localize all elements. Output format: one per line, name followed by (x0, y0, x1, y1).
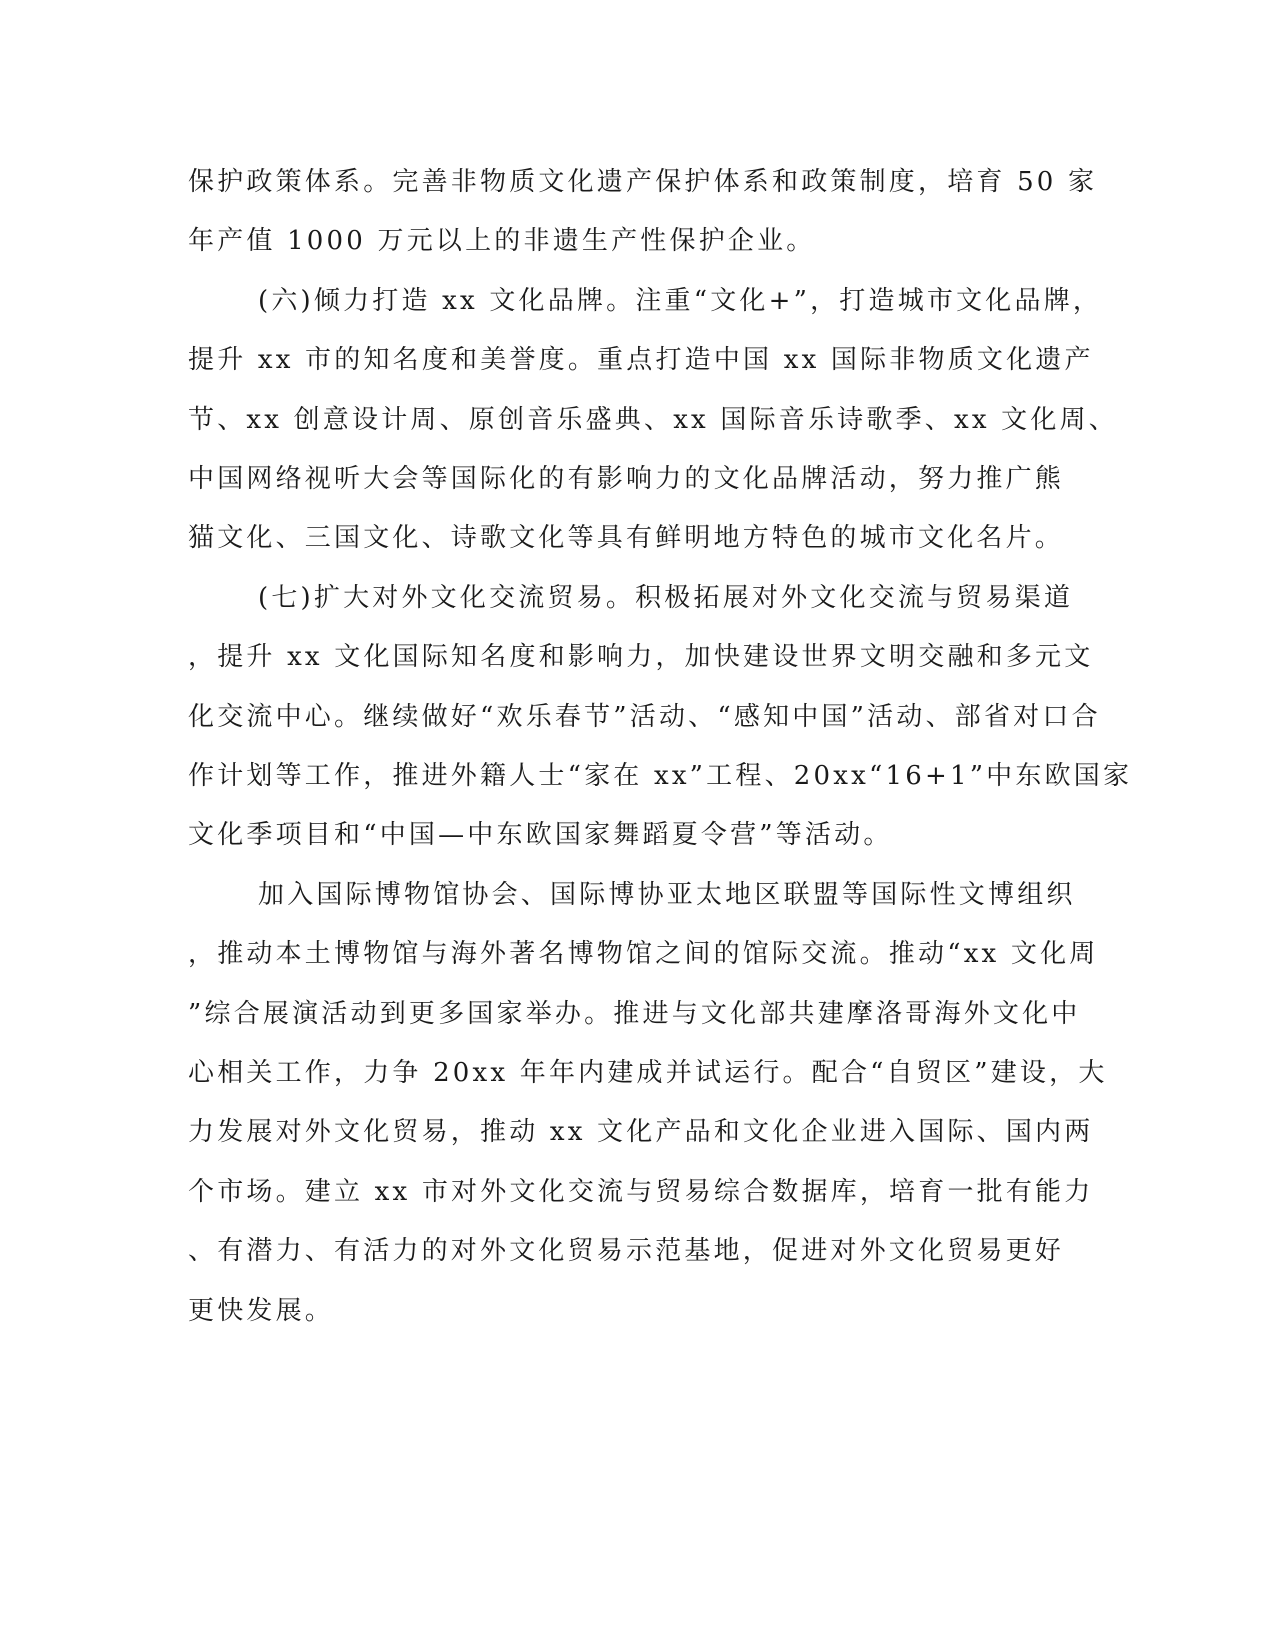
text-line: 更快发展。 (188, 1295, 335, 1326)
text-line: 节、xx 创意设计周、原创音乐盛典、xx 国际音乐诗歌季、xx 文化周、 (188, 404, 1118, 435)
text-line: (六)倾力打造 xx 文化品牌。注重“文化+”，打造城市文化品牌， (258, 285, 1103, 316)
text-line: 猫文化、三国文化、诗歌文化等具有鲜明地方特色的城市文化名片。 (188, 523, 1065, 554)
text-line: ”综合展演活动到更多国家举办。推进与文化部共建摩洛哥海外文化中 (188, 998, 1081, 1029)
text-line: ，推动本土博物馆与海外著名博物馆之间的馆际交流。推动“xx 文化周 (188, 939, 1099, 970)
text-line: 力发展对外文化贸易，推动 xx 文化产品和文化企业进入国际、国内两 (188, 1117, 1094, 1148)
text-line: 个市场。建立 xx 市对外文化交流与贸易综合数据库，培育一批有能力 (188, 1176, 1094, 1207)
text-line: 保护政策体系。完善非物质文化遗产保护体系和政策制度，培育 50 家 (188, 167, 1098, 197)
text-line: (七)扩大对外文化交流贸易。积极拓展对外文化交流与贸易渠道 (258, 582, 1074, 613)
text-line: 、有潜力、有活力的对外文化贸易示范基地，促进对外文化贸易更好 (188, 1236, 1065, 1267)
text-line: 心相关工作，力争 20xx 年年内建成并试运行。配合“自贸区”建设，大 (188, 1058, 1108, 1088)
text-line: 提升 xx 市的知名度和美誉度。重点打造中国 xx 国际非物质文化遗产 (188, 345, 1094, 376)
text-line: ，提升 xx 文化国际知名度和影响力，加快建设世界文明交融和多元文 (188, 642, 1094, 673)
text-line: 加入国际博物馆协会、国际博协亚太地区联盟等国际性文博组织 (258, 879, 1076, 910)
text-line: 年产值 1000 万元以上的非遗生产性保护企业。 (188, 226, 816, 257)
text-line: 文化季项目和“中国—中东欧国家舞蹈夏令营”等活动。 (188, 820, 893, 851)
text-line: 化交流中心。继续做好“欢乐春节”活动、“感知中国”活动、部省对口合 (188, 701, 1101, 732)
text-line: 中国网络视听大会等国际化的有影响力的文化品牌活动，努力推广熊 (188, 464, 1065, 494)
text-line: 作计划等工作，推进外籍人士“家在 xx”工程、20xx“16+1”中东欧国家 (188, 761, 1133, 791)
